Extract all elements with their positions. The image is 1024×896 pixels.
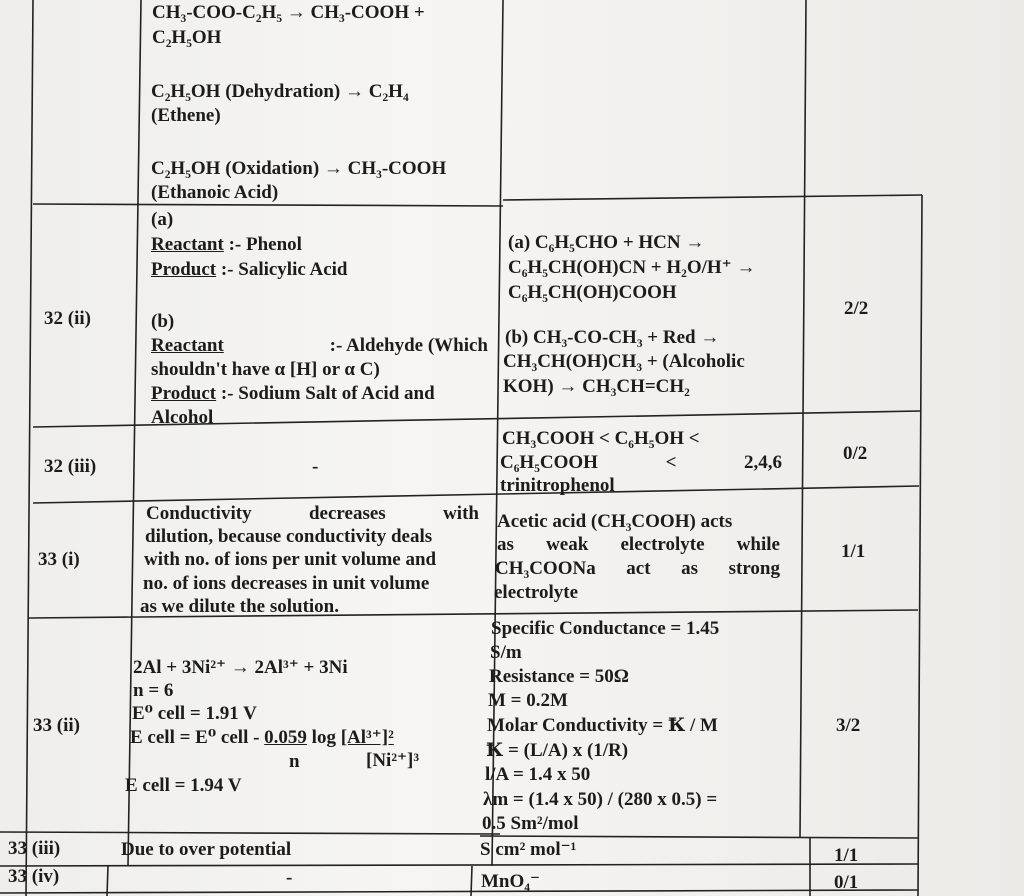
product-label: Product: [151, 259, 217, 280]
word-weak: weak: [546, 534, 589, 555]
standard-emf: E⁰ cell = 1.91 V: [132, 703, 257, 724]
product-b-value: :- Sodium Salt of Acid and: [216, 383, 435, 404]
conductivity-line1: [146, 502, 479, 527]
answer-left-dash: -: [286, 867, 293, 888]
less-than: <: [665, 452, 677, 473]
reactant-b-value: :- Aldehyde (Which: [329, 335, 488, 356]
reactant-label-b: Reactant: [151, 335, 224, 356]
word-decreases: decreases: [308, 503, 386, 524]
molar-cond-line3: Resistance = 50Ω: [489, 666, 630, 687]
product-a-value: :- Salicylic Acid: [216, 259, 348, 280]
product-a: [151, 258, 348, 283]
question-number: 32 (ii): [44, 308, 91, 329]
answer-b-line1: (b) CH₃-CO-CH₃ + Red →: [505, 327, 720, 348]
word-conductivity: Conductivity: [146, 503, 252, 524]
electrolyte-line3: [495, 557, 780, 582]
molar-cond-line9: 0.5 Sm²/mol: [482, 813, 579, 834]
part-a-label: (a): [151, 209, 174, 230]
question-number: 32 (iii): [44, 456, 97, 477]
question-number: 33 (i): [38, 549, 80, 570]
electrolyte-line4: electrolyte: [494, 582, 579, 603]
word-electrolyte: electrolyte: [620, 534, 705, 555]
word-as-2: as: [681, 558, 699, 579]
question-number: 33 (iv): [8, 866, 60, 887]
reaction-dehydration-line2: (Ethene): [151, 105, 221, 126]
nernst-log-denominator: [Ni²⁺]³: [366, 750, 420, 771]
conductivity-line4: no. of ions decreases in unit volume: [143, 573, 430, 594]
electrolyte-line2: [497, 533, 780, 558]
marks-awarded: 1/1: [834, 845, 859, 866]
reaction-oxidation-line1: C₂H₅OH (Oxidation) → CH₃-COOH: [151, 158, 447, 179]
reactant-a: [151, 233, 302, 258]
conductivity-line2: dilution, because conductivity deals: [145, 526, 433, 547]
marks-awarded: 0/1: [834, 872, 859, 893]
reactant-b-line2: shouldn't have α [H] or α C): [151, 359, 380, 380]
acidity-order-line1: CH₃COOH < C₆H₅OH <: [502, 428, 700, 449]
product-b-line2: Alcohol: [151, 407, 214, 428]
molar-cond-line1: Specific Conductance = 1.45: [491, 618, 720, 639]
reaction-dehydration-line1: C₂H₅OH (Dehydration) → C₂H₄: [151, 81, 409, 102]
reactant-a-value: :- Phenol: [223, 234, 302, 255]
answer-a-line2: C₆H₅CH(OH)CN + H₂O/H⁺ →: [508, 257, 756, 278]
nernst-fraction-denominator: n: [289, 751, 300, 772]
permanganate-answer: MnO₄⁻: [481, 871, 541, 892]
reaction-hydrolysis-line1: CH₃-COO-C₂H₅ → CH₃-COOH +: [152, 2, 425, 23]
cell-emf-result: E cell = 1.94 V: [125, 775, 242, 796]
molar-cond-line6: Ꝁ = (L/A) x (1/R): [486, 740, 629, 761]
marks-awarded: 0/2: [843, 443, 868, 464]
molar-cond-line5: Molar Conductivity = Ꝁ / M: [487, 715, 718, 736]
part-b-label: (b): [151, 311, 175, 332]
answer-b-line2: CH₃CH(OH)CH₃ + (Alcoholic: [503, 351, 745, 372]
marks-awarded: 2/2: [844, 298, 869, 319]
product-b-line1: [151, 382, 435, 407]
reactant-b-line1: [151, 334, 488, 359]
molar-cond-line2: S/m: [490, 642, 522, 663]
conductivity-line3: with no. of ions per unit volume and: [144, 549, 437, 570]
trinitro-prefix: 2,4,6: [744, 452, 782, 473]
answer-a-line3: C₆H₅CH(OH)COOH: [508, 282, 677, 303]
acidity-order-line3: trinitrophenol: [500, 475, 615, 496]
electrolyte-line1: Acetic acid (CH₃COOH) acts: [497, 511, 733, 532]
electrons-transferred: n = 6: [133, 680, 174, 701]
nernst-prefix: E cell = E⁰ cell -: [130, 727, 265, 748]
nernst-log: log: [306, 727, 341, 748]
reaction-hydrolysis-line2: C₂H₅OH: [152, 27, 222, 48]
word-strong: strong: [728, 558, 780, 579]
word-act: act: [626, 558, 651, 579]
nernst-fraction-numerator: 0.059: [264, 727, 307, 748]
answer-b-line3: KOH) → CH₃CH=CH₂: [503, 376, 690, 397]
question-number: 33 (ii): [33, 715, 80, 736]
word-while: while: [736, 534, 780, 555]
over-potential-answer: Due to over potential: [121, 839, 292, 860]
units-answer: S cm² mol⁻¹: [480, 839, 577, 860]
sodium-acetate: CH₃COONa: [495, 558, 596, 579]
nernst-equation: [130, 726, 394, 751]
acidity-order-line2: [500, 451, 782, 476]
cell-equation: 2Al + 3Ni²⁺ → 2Al³⁺ + 3Ni: [133, 657, 348, 678]
nernst-log-numerator: [Al³⁺]²: [340, 727, 394, 748]
benzoic-acid: C₆H₅COOH: [500, 452, 598, 473]
answer-left-dash: -: [312, 456, 319, 477]
marks-awarded: 3/2: [836, 715, 861, 736]
question-number: 33 (iii): [8, 838, 61, 859]
conductivity-line5: as we dilute the solution.: [140, 596, 339, 617]
answer-a-line1: (a) C₆H₅CHO + HCN →: [508, 232, 705, 253]
reaction-oxidation-line2: (Ethanoic Acid): [151, 182, 279, 203]
product-label-b: Product: [151, 383, 217, 404]
molar-cond-line4: M = 0.2M: [488, 690, 568, 711]
word-with: with: [443, 503, 479, 524]
reactant-label: Reactant: [151, 234, 224, 255]
molar-cond-line7: l/A = 1.4 x 50: [485, 764, 591, 785]
word-as: as: [497, 534, 514, 555]
molar-cond-line8: λm = (1.4 x 50) / (280 x 0.5) =: [483, 789, 718, 810]
marks-awarded: 1/1: [841, 541, 866, 562]
